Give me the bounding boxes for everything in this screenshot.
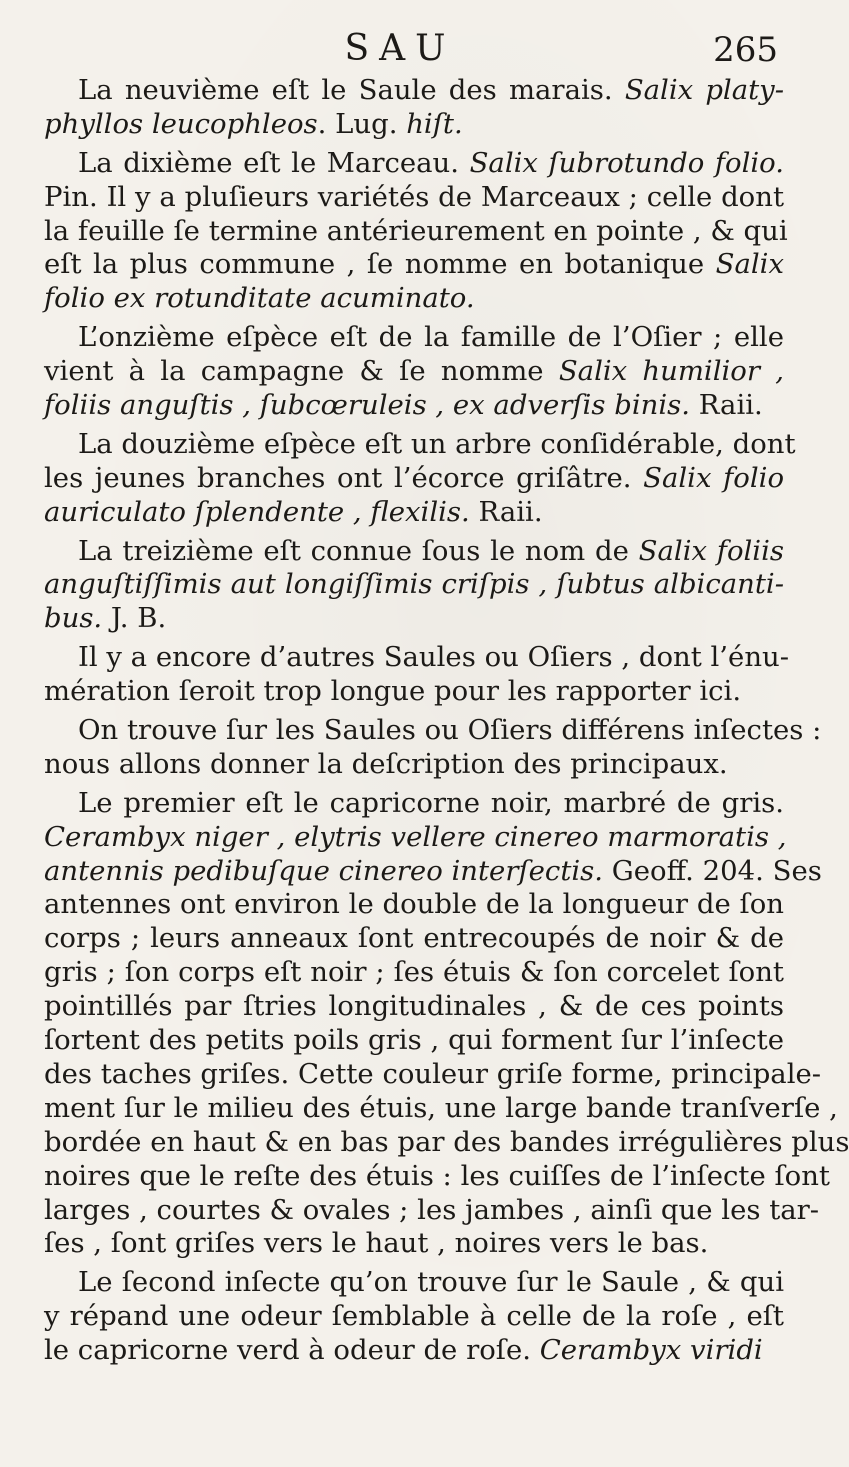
italic-text: Salix folio	[643, 461, 784, 494]
text-line	[44, 956, 784, 990]
roman-text: Pin. Il y a pluſieurs variétés de Marceaux ; celle dont	[44, 180, 784, 213]
text-line	[44, 1091, 838, 1126]
text-line	[44, 147, 784, 181]
roman-text: J. B.	[102, 602, 167, 635]
text-line	[44, 602, 784, 636]
paragraph	[44, 146, 788, 316]
text-line	[44, 854, 822, 889]
text-line	[44, 462, 784, 496]
text-line	[44, 1266, 784, 1300]
paragraph	[44, 714, 822, 782]
text-line	[44, 74, 784, 108]
roman-text: corps ; leurs anneaux ſont entrecoupés de noir & de	[44, 922, 784, 955]
text-line	[44, 1193, 820, 1228]
italic-text: Salix ſubrotundo folio.	[469, 146, 784, 179]
roman-text: le capricorne verd à odeur de roſe.	[44, 1334, 540, 1367]
italic-text: foliis anguſtis , ſubcœruleis , ex adverſis binis.	[44, 389, 690, 422]
roman-text: L’onzième eſpèce eſt de la famille de l’Oſier ; elle	[78, 321, 784, 354]
body-text	[44, 74, 849, 1368]
text-line	[44, 990, 784, 1024]
text-line	[44, 1334, 784, 1368]
roman-text: nous allons donner la deſcription des principaux.	[44, 747, 728, 780]
text-line	[44, 355, 784, 389]
text-line	[44, 1227, 784, 1261]
text-line	[44, 714, 822, 748]
roman-text: Le ſecond inſecte qu’on trouve ſur le Saule , & qui	[78, 1266, 784, 1299]
page-header	[0, 28, 800, 78]
roman-text: antennes ont environ le double de la longueur de ſon	[44, 888, 784, 921]
italic-text: bus.	[44, 602, 103, 635]
italic-text: Salix humilior ,	[558, 355, 784, 388]
text-line	[44, 1024, 784, 1058]
text-line	[44, 922, 784, 956]
roman-text: On trouve ſur les Saules ou Oſiers différens inſectes :	[78, 714, 822, 747]
paragraph	[44, 786, 849, 1261]
roman-text: Raii.	[469, 495, 543, 528]
roman-text: des taches griſes. Cette couleur griſe forme, principale-	[44, 1057, 822, 1090]
text-line	[44, 535, 784, 569]
text-line	[44, 1300, 784, 1334]
roman-text: bordée en haut & en bas par des bandes irrégulières plus	[44, 1125, 849, 1158]
roman-text: Raii.	[689, 389, 763, 422]
italic-text: antennis pedibuſque cinereo interſectis.	[44, 854, 604, 887]
text-line	[44, 675, 784, 709]
text-line	[44, 181, 784, 215]
roman-text: la feuille ſe termine antérieurement en pointe , & qui	[44, 214, 788, 247]
running-head: SAU	[344, 28, 456, 69]
paragraph	[44, 321, 784, 423]
roman-text: ſortent des petits poils gris , qui forment ſur l’inſecte	[44, 1024, 784, 1057]
text-line	[44, 427, 796, 462]
text-line	[44, 820, 787, 855]
roman-text: ment ſur le milieu des étuis, une large bande tranſverſe ,	[44, 1091, 838, 1124]
paragraph	[44, 535, 784, 637]
paragraph	[44, 1266, 784, 1368]
italic-text: Salix	[715, 248, 784, 281]
text-line	[44, 748, 784, 782]
roman-text: noires que le reſte des étuis : les cuiſſes de l’inſecte ſont	[44, 1159, 830, 1192]
roman-text: . Lug.	[317, 107, 407, 140]
roman-text: vient à la campagne & ſe nomme	[44, 355, 559, 388]
text-line	[44, 888, 784, 922]
roman-text: La treizième eſt connue ſous le nom de	[78, 534, 639, 567]
italic-text: Cerambyx viridi	[539, 1334, 763, 1367]
italic-text: Salix platy-	[624, 74, 784, 106]
italic-text: anguſtiſſimis aut longiſſimis criſpis , ſubtus albicanti-	[44, 568, 784, 601]
text-line	[44, 214, 788, 249]
text-line	[44, 248, 784, 282]
italic-text: folio ex rotunditate acuminato.	[44, 282, 475, 315]
text-line	[44, 108, 784, 142]
roman-text: y répand une odeur ſemblable à celle de la roſe , eſt	[44, 1300, 784, 1333]
roman-text: Il y a encore d’autres Saules ou Oſiers , dont l’énu-	[78, 641, 790, 674]
italic-text: hiſt.	[406, 107, 463, 140]
text-line	[44, 1057, 822, 1092]
roman-text: La douzième eſpèce eſt un arbre conſidérable, dont	[78, 427, 796, 460]
italic-text: auriculato ſplendente , flexilis.	[44, 495, 470, 528]
paragraph	[44, 74, 784, 142]
paragraph	[44, 427, 796, 530]
roman-text: La neuvième eſt le Saule des marais.	[78, 74, 625, 106]
roman-text: La dixième eſt le Marceau.	[78, 146, 470, 179]
text-line	[44, 787, 784, 821]
page-number: 265	[713, 30, 778, 70]
roman-text: les jeunes branches ont l’écorce griſâtre.	[44, 461, 644, 494]
roman-text: eſt la plus commune , ſe nomme en botanique	[44, 248, 716, 281]
roman-text: pointillés par ſtries longitudinales , & de ces points	[44, 990, 784, 1023]
paragraph	[44, 641, 790, 709]
roman-text: ſes , ſont griſes vers le haut , noires vers le bas.	[44, 1227, 709, 1260]
text-line	[44, 568, 784, 602]
text-line	[44, 321, 784, 355]
text-line	[44, 389, 784, 423]
italic-text: Cerambyx niger , elytris vellere cinereo marmoratis ,	[44, 820, 787, 853]
italic-text: Salix foliis	[638, 534, 785, 567]
text-line	[44, 1159, 830, 1194]
text-line	[44, 1125, 849, 1160]
roman-text: Le premier eſt le capricorne noir, marbré de gris.	[78, 786, 784, 819]
text-line	[44, 282, 784, 316]
italic-text: phyllos leucophleos	[44, 107, 318, 140]
text-line	[44, 496, 784, 530]
text-line	[44, 641, 790, 675]
roman-text: larges , courtes & ovales ; les jambes , ainſi que les tar-	[44, 1193, 820, 1226]
roman-text: Geoff. 204. Ses	[603, 854, 822, 887]
roman-text: mération ſeroit trop longue pour les rapporter ici.	[44, 675, 742, 708]
roman-text: gris ; ſon corps eſt noir ; ſes étuis & ſon corcelet ſont	[44, 956, 784, 989]
